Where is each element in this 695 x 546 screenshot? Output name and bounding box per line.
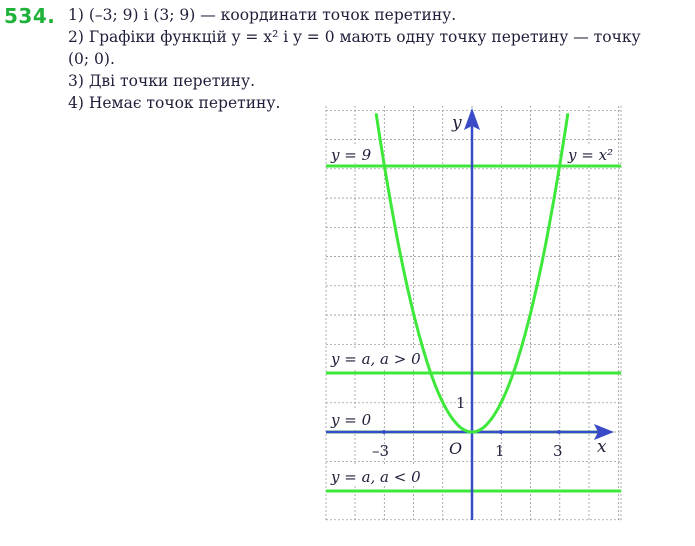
answer-2: 2) Графіки функцій y = x² і y = 0 мають одну точку перетину — точку — [68, 28, 641, 46]
grid — [326, 106, 621, 522]
label-y-a-negative: y = a, a < 0 — [331, 468, 421, 486]
x-tick-label-1: 1 — [495, 442, 505, 460]
origin-label: O — [449, 439, 463, 458]
x-tick-mark — [382, 430, 386, 434]
answer-4: 4) Немає точок перетину. — [68, 94, 281, 112]
label-y-9: y = 9 — [331, 146, 372, 164]
answer-3: 3) Дві точки перетину. — [68, 72, 256, 90]
x-tick-label-3: 3 — [553, 442, 563, 460]
answer-1: 1) (–3; 9) і (3; 9) — координати точок перетину. — [68, 6, 457, 24]
y-tick-label-1: 1 — [456, 394, 466, 412]
x-tick-label-neg3: –3 — [372, 442, 390, 460]
y-axis-label: y — [452, 113, 462, 133]
label-curve: y = x² — [568, 146, 614, 164]
label-y-0: y = 0 — [331, 411, 372, 429]
x-tick-mark — [557, 430, 561, 434]
label-y-a-positive: y = a, a > 0 — [331, 350, 421, 368]
x-axis-label: x — [597, 437, 607, 457]
answer-2-continued: (0; 0). — [68, 50, 115, 68]
x-tick-mark — [499, 430, 503, 434]
problem-number: 534. — [4, 4, 56, 28]
